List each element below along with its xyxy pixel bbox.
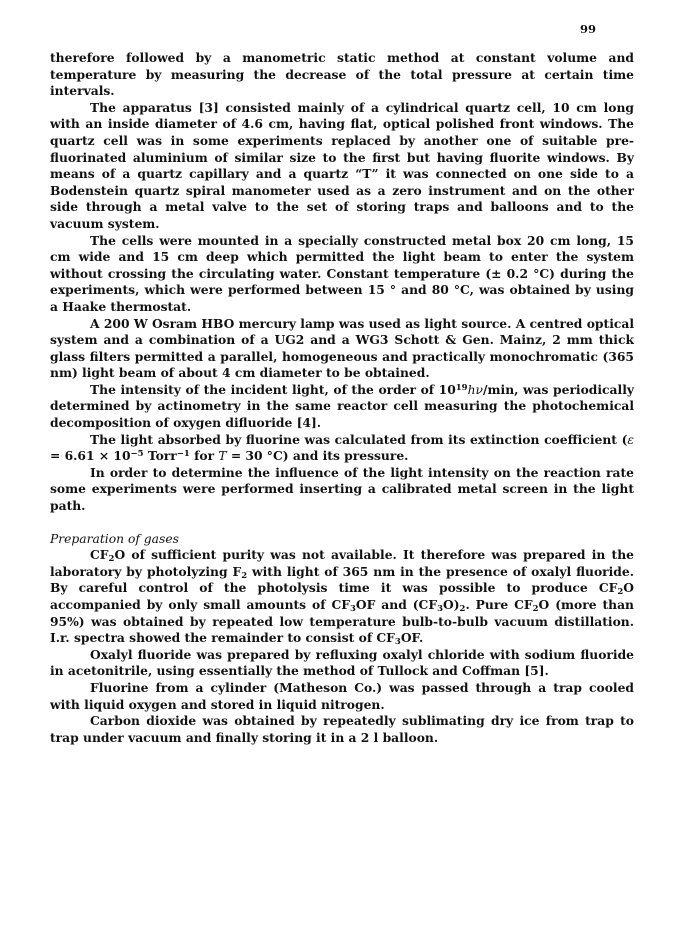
paragraph-cf2o-preparation: $CF_2O$ of sufficient purity was not available. It therefore was prepared in the laboratory by photolyzing $F_2$ with light of 365 nm in the presence of oxalyl fluoride. By careful control of the photolysis time it was possible to produce $CF_2O$ accompanied by only small amounts of $CF_3OF$ and $(CF_3O)_2$. Pure $CF_2O$ (more than 95%) was obtained by repeated low temperature bulb-to-bulb vacuum distillation. I.r. spectra showed the remainder to consist of $CF_3OF$.	[50, 547, 635, 648]
paragraph-light-screen: In order to determine the influence of the light intensity on the reaction rate some experiments were performed inserting a calibrated metal screen in the light path.	[50, 464, 634, 514]
paragraph-light-intensity: The intensity of the incident light, of the order of $10^{19}h\nu/\min$, was periodically determined by actinometry in the same reactor cell measuring the photochemical decomposition of oxygen difluoride [4].	[50, 381, 635, 431]
section-heading: Preparation of gases	[50, 531, 179, 546]
paragraph-apparatus: The apparatus [3] consisted mainly of a cylindrical quartz cell, 10 cm long with an inside diameter of 4.6 cm, having flat, optical polished front windows. The quartz cell was in some experiments replaced by another one of suitable pre-fluorinated aluminium of similar size to the first but having fluorite windows. By means of a quartz capillary and a quartz “T” it was connected on one side to a Bodenstein quartz spiral manometer used as a zero instrument and on the other side through a metal valve to the set of storing traps and balloons and to the vacuum system.	[50, 99, 634, 231]
page-number: 99	[579, 22, 596, 36]
paragraph-fluorine: Fluorine from a cylinder (Matheson Co.) was passed through a trap cooled with liquid oxygen and stored in liquid nitrogen.	[50, 679, 634, 712]
paragraph-manometric-method: therefore followed by a manometric static method at constant volume and temperature by measuring the decrease of the total pressure at certain time intervals.	[50, 50, 634, 99]
body-text	[50, 50, 634, 746]
paragraph-cell-mounting: The cells were mounted in a specially constructed metal box 20 cm long, 15 cm wide and 15 cm deep which permitted the light beam to enter the system without crossing the circulating water. Constant temperature (± 0.2 °C) during the experiments, which were performed between 15 ° and 80 °C, was obtained by using a Haake thermostat.	[50, 232, 634, 314]
paragraph-light-source: A 200 W Osram HBO mercury lamp was used as light source. A centred optical system and a combination of a UG2 and a WG3 Schott & Gen. Mainz, 2 mm thick glass filters permitted a parallel, homogeneous and practically monochromatic (365 nm) light beam of about 4 cm diameter to be obtained.	[50, 315, 634, 381]
paragraph-absorption: The light absorbed by fluorine was calculated from its extinction coefficient ($\varepsilon = 6.61 \times 10^{-5}$ Torr$^{-1}$ for T = 30 °C) and its pressure.	[50, 431, 634, 464]
paragraph-oxalyl-fluoride: Oxalyl fluoride was prepared by refluxing oxalyl chloride with sodium fluoride in acetonitrile, using essentially the method of Tullock and Coffman [5].	[50, 646, 634, 679]
paragraph-carbon-dioxide: Carbon dioxide was obtained by repeatedly sublimating dry ice from trap to trap under vacuum and finally storing it in a 2 l balloon.	[50, 713, 634, 745]
